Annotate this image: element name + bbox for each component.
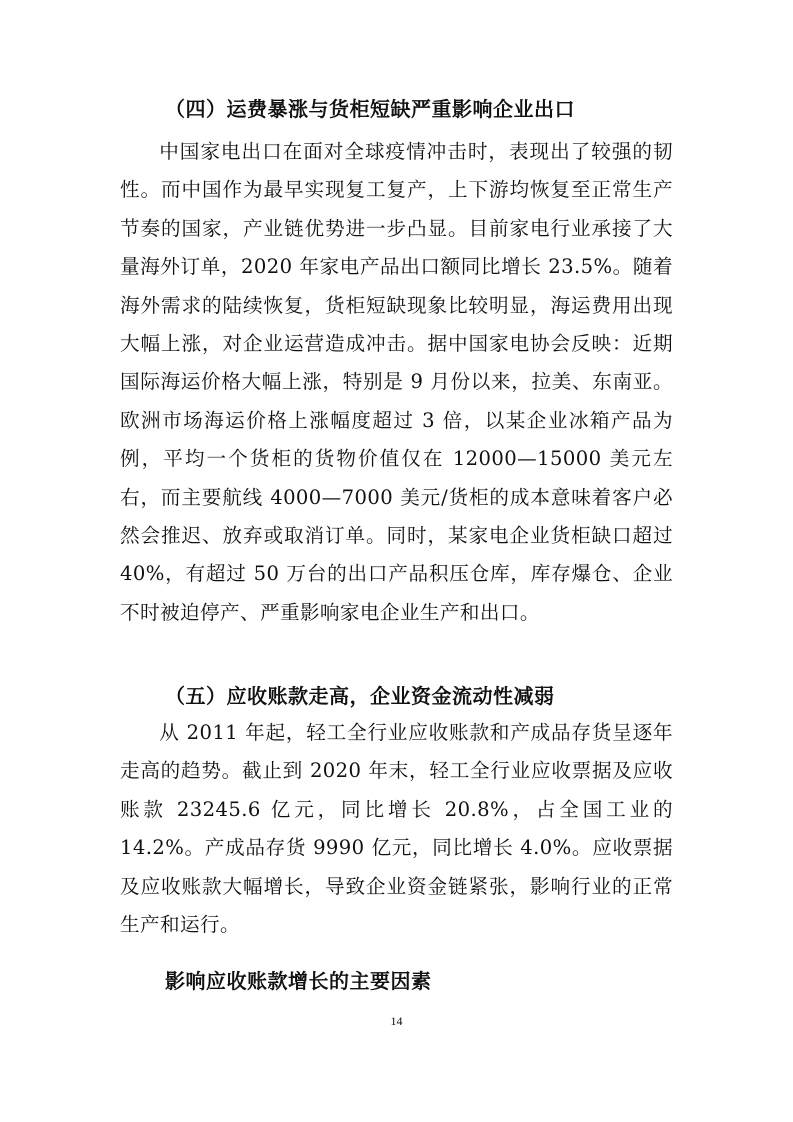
page-number: 14 [390,1014,403,1028]
section-4-paragraph: 中国家电出口在面对全球疫情冲击时，表现出了较强的韧性。而中国作为最早实现复工复产，上下游均恢复至正常生产节奏的国家，产业链优势进一步凸显。目前家电行业承接了大量海外订单，2020 年家电产品出口额同比增长 23.5%。随着海外需求的陆续恢复，货柜短缺现象比较明显，海运费用出现大幅上涨，对企业运营造成冲击。据中国家电协会反映：近期国际海运价格大幅上涨，特别是 9 月份以来，拉美、东南亚。欧洲市场海运价格上涨幅度超过 3 倍，以某企业冰箱产品为例，平均一个货柜的货物价值仅在 12000—15000 美元左右，而主要航线 4000—7000 美元/货柜的成本意味着客户必然会推迟、放弃或取消订单。同时，某家电企业货柜缺口超过 40%，有超过 50 万台的出口产品积压仓库，库存爆仓、企业不时被迫停产、严重影响家电企业生产和出口。 [120,140,673,624]
section-4-heading: （四）运费暴涨与货柜短缺严重影响企业出口 [165,97,575,121]
section-5-heading: （五）应收账款走高，企业资金流动性减弱 [165,684,555,708]
subheading-factors: 影响应收账款增长的主要因素 [165,969,432,993]
section-5-paragraph: 从 2011 年起，轻工全行业应收账款和产成品存货呈逐年走高的趋势。截止到 2020 年末，轻工全行业应收票据及应收账款 23245.6 亿元，同比增长 20.8%，占全国工业的 14.2%。产成品存货 9990 亿元，同比增长 4.0%。应收票据及应收账款大幅增长，导致企业资金链紧张，影响行业的正常生产和运行。 [120,721,673,937]
